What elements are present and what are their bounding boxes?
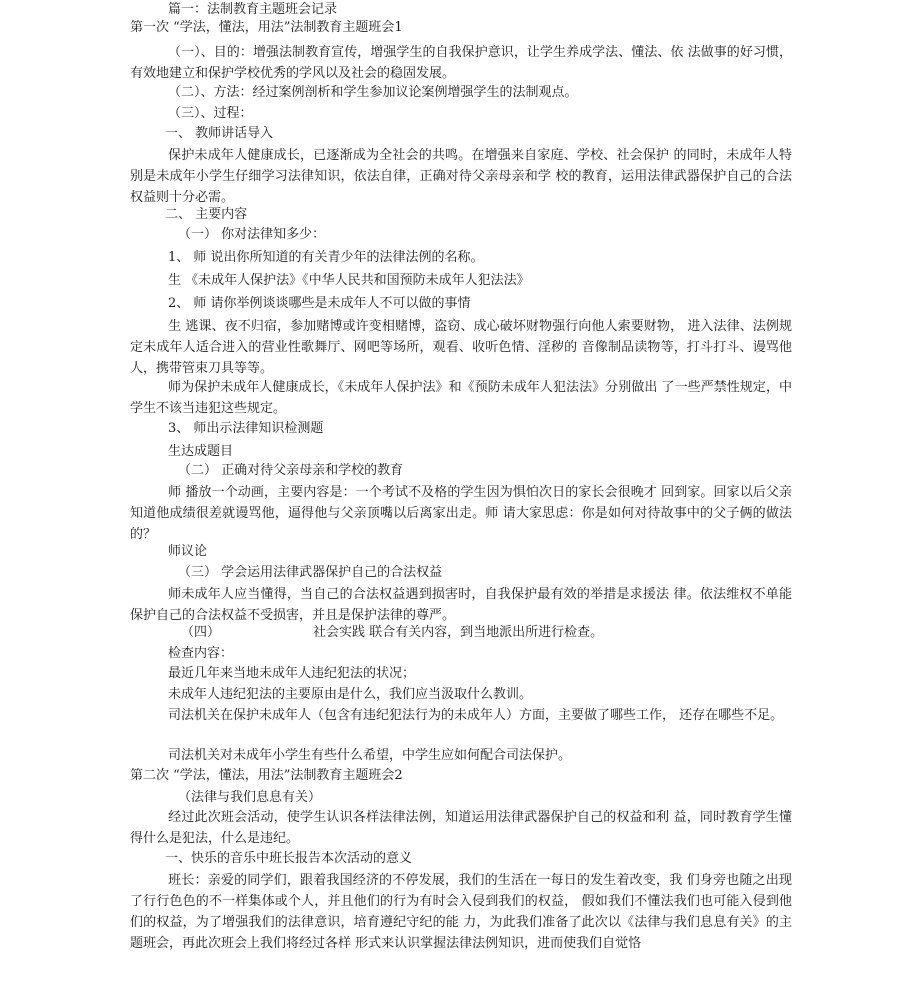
- session2-title: 第二次 “学法，懂法，用法”法制教育主题班会2: [130, 768, 403, 783]
- item-1-answer: 生 《未成年人保护法》《中华人民共和国预防未成年人犯法法》: [168, 273, 530, 288]
- session2-intro-text: 经过此次班会活动，使学生认识各样法律法例，知道运用法律武器保护自己的权益和利 益，同时教育学生懂得什么是犯法，什么是违纪。: [130, 810, 792, 846]
- purpose-paragraph: [130, 42, 792, 84]
- subsection-social-practice: 社会实践 联合有关内容，到当地派出所进行检查。: [313, 625, 604, 640]
- method-line: （二）、方法：经过案例剖析和学生参加议论案例增强学生的法制观点。: [168, 85, 578, 100]
- subsection-parents-school: （二） 正确对待父亲母亲和学校的教育: [178, 463, 404, 478]
- monitor-speech-paragraph: [130, 870, 792, 954]
- teacher-paragraph: [130, 377, 792, 419]
- subsection-legal-rights: （三） 学会运用法律武器保护自己的合法权益: [178, 565, 443, 580]
- teacher-text: 师为保护未成年人健康成长，《未成年人保护法》和《预防未成年人犯法法》分别做出 了一些严禁性规定，中学生不该当违犯这些规定。: [130, 380, 792, 416]
- animation-paragraph: [130, 482, 792, 545]
- check-heading: 检查内容：: [168, 646, 234, 661]
- purpose-text: （一）、目的：增强法制教育宣传，增强学生的自我保护意识，让学生养成学法、懂法、依 法做事的好习惯，有效地建立和保护学校优秀的学风以及社会的稳固发展。: [130, 45, 792, 81]
- session2-intro-paragraph: [130, 807, 792, 849]
- session2-section-1: 一、快乐的音乐中班长报告本次活动的意义: [165, 851, 413, 866]
- subsection-law-knowledge: （一） 你对法律知多少：: [178, 227, 326, 242]
- intro-text: 保护未成年人健康成长，已逐渐成为全社会的共鸣。在增强来自家庭、学校、社会保护 的同时，未成年人特别是未成年小学生仔细学习法律知识，依法自律，正确对待父亲母亲和学 校的教育，运用法律武器保护自己的合法权益则十分必需。: [130, 148, 792, 205]
- check-item-3-text: 司法机关在保护未成年人（包含有违纪犯法行为的未成年人）方面，主要做了哪些工作， 还存在哪些不足。: [168, 708, 784, 723]
- item-2-answer-paragraph: [130, 316, 792, 379]
- session2-subtitle: （法律与我们息息有关）: [178, 790, 322, 805]
- subsection-4-label: （四）: [181, 625, 221, 640]
- document-title: 篇一：法制教育主题班会记录: [168, 2, 338, 17]
- intro-paragraph: [130, 145, 792, 208]
- item-2-question: 2、 师 请你举例谈谈哪些是未成年人不可以做的事情: [168, 296, 471, 311]
- item-2-answer-text: 生 逃课、夜不归宿，参加赌博或许变相赌博，盗窃、成心破坏财物强行向他人索要财物， 进入法律、法例规定未成年人适合进入的营业性歌舞厅、网吧等场所，观看、收听色情、淫秽的 音像制品读物等，打斗打斗、谩骂他人，携带管束刀具等等。: [130, 319, 792, 376]
- check-item-3-paragraph: [130, 705, 792, 726]
- item-3-question: 3、 师出示法律知识检测题: [168, 421, 324, 436]
- item-3-answer: 生达成题目: [168, 444, 234, 459]
- section-teacher-intro: 一、 教师讲话导入: [165, 126, 274, 141]
- check-item-4: 司法机关对未成年小学生有些什么希望，中学生应如何配合司法保护。: [168, 748, 572, 763]
- legal-rights-paragraph: [130, 584, 792, 626]
- section-main-content: 二、 主要内容: [165, 207, 248, 222]
- item-1-question: 1、 师 说出你所知道的有关青少年的法律法例的名称。: [168, 250, 484, 265]
- session1-title: 第一次 “学法，懂法，用法”法制教育主题班会1: [130, 20, 403, 35]
- monitor-speech-text: 班长：亲爱的同学们，跟着我国经济的不停发展，我们的生活在一每日的发生着改变，我 们身旁也随之出现了行行色色的不一样集体或个人，并且他们的行为有时会入侵到我们的权益， 假如我们不懂法我们也可能入侵到他们的权益，为了增强我们的法律意识，培育遵纪守纪的能 力，为此我们准备了此次以《法律与我们息息有关》的主题班会，再此次班会上我们将经过各样 形式来认识掌握法律法例知识，进而使我们自觉恪: [130, 873, 792, 951]
- teacher-comment: 师议论: [168, 544, 208, 559]
- legal-rights-text: 师未成年人应当懂得，当自己的合法权益遇到损害时，自我保护最有效的举措是求援法 律。依法维权不单能保护自己的合法权益不受损害，并且是保护法律的尊严。: [130, 587, 792, 623]
- check-item-1: 最近几年来当地未成年人违纪犯法的状况；: [168, 666, 416, 681]
- check-item-2: 未成年人违纪犯法的主要原由是什么，我们应当汲取什么教训。: [168, 687, 533, 702]
- process-line: （三）、过程：: [168, 106, 253, 121]
- animation-text: 师 播放一个动画，主要内容是：一个考试不及格的学生因为惧怕次日的家长会很晚才 回到家。回家以后父亲知道他成绩很差就谩骂他，逼得他与父亲顶嘴以后离家出走。师 请大家思虑：你是如何对待故事中的父子俩的做法的？: [130, 485, 792, 542]
